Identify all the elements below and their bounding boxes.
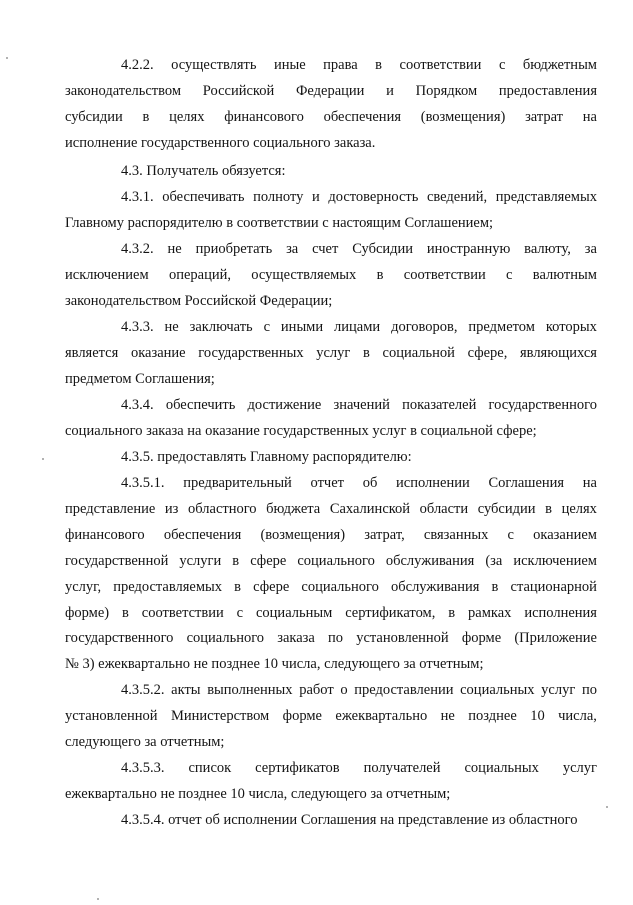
paragraph-line: законодательством Российской Федерации;: [65, 293, 333, 309]
paragraph-line: представление из областного бюджета Сахалинской области субсидии в целях: [65, 500, 597, 517]
paragraph-line: 4.3.1. обеспечивать полноту и достоверность сведений, представляемых: [121, 189, 597, 205]
paragraph-line: социального заказа на оказание государственных услуг в социальной сфере;: [65, 423, 537, 439]
paragraph-line: услуг, предоставляемых в сфере социального обслуживания в стационарной: [65, 578, 597, 595]
paragraph-line: 4.3.3. не заключать с иными лицами договоров, предметом которых: [121, 319, 597, 335]
paragraph-line: является оказание государственных услуг в социальной сфере, являющихся: [65, 345, 597, 361]
paragraph-line: 4.3.5.2. акты выполненных работ о предоставлении социальных услуг по: [121, 682, 597, 698]
paragraph-line: форме) в соответствии с социальным сертификатом, в рамках исполнения: [65, 604, 597, 621]
paragraph-line: предметом Соглашения;: [65, 371, 215, 387]
paragraph-line: 4.3.5.3. список сертификатов получателей социальных услуг: [121, 760, 597, 776]
paragraph-line: государственного социального заказа по установленной форме (Приложение: [65, 630, 597, 647]
scan-speck: [42, 458, 44, 460]
paragraph-line: исполнение государственного социального заказа.: [65, 135, 376, 151]
paragraph-line: № 3) ежеквартально не позднее 10 числа, следующего за отчетным;: [65, 656, 484, 673]
paragraph-line: государственной услуги в сфере социального обслуживания (за исключением: [65, 552, 597, 569]
paragraph-line: 4.3.5.4. отчет об исполнении Соглашения на представление из областного: [121, 812, 578, 828]
paragraph-line: 4.3.4. обеспечить достижение значений показателей государственного: [121, 397, 597, 413]
paragraph-line: 4.2.2. осуществлять иные права в соответствии с бюджетным: [121, 57, 597, 73]
paragraph-line: установленной Министерством форме ежеквартально не позднее 10 числа,: [65, 708, 597, 724]
paragraph-line: следующего за отчетным;: [65, 734, 225, 750]
scan-speck: [97, 898, 99, 900]
paragraph-line: 4.3.5. предоставлять Главному распорядителю:: [121, 449, 412, 465]
paragraph-line: 4.3.2. не приобретать за счет Субсидии иностранную валюту, за: [121, 241, 597, 257]
paragraph-line: ежеквартально не позднее 10 числа, следующего за отчетным;: [65, 786, 451, 802]
paragraph-line: Главному распорядителю в соответствии с настоящим Соглашением;: [65, 215, 494, 231]
paragraph-line: субсидии в целях финансового обеспечения (возмещения) затрат на: [65, 109, 597, 125]
paragraph-line: исключением операций, осуществляемых в соответствии с валютным: [65, 267, 597, 283]
scan-speck: [606, 806, 608, 808]
paragraph-line: 4.3.5.1. предварительный отчет об исполнении Соглашения на: [121, 475, 597, 491]
scan-speck: [6, 57, 8, 59]
paragraph-line: финансового обеспечения (возмещения) затрат, связанных с оказанием: [65, 526, 597, 543]
paragraph-line: законодательством Российской Федерации и Порядком предоставления: [65, 83, 597, 99]
paragraph-line: 4.3. Получатель обязуется:: [121, 163, 286, 179]
